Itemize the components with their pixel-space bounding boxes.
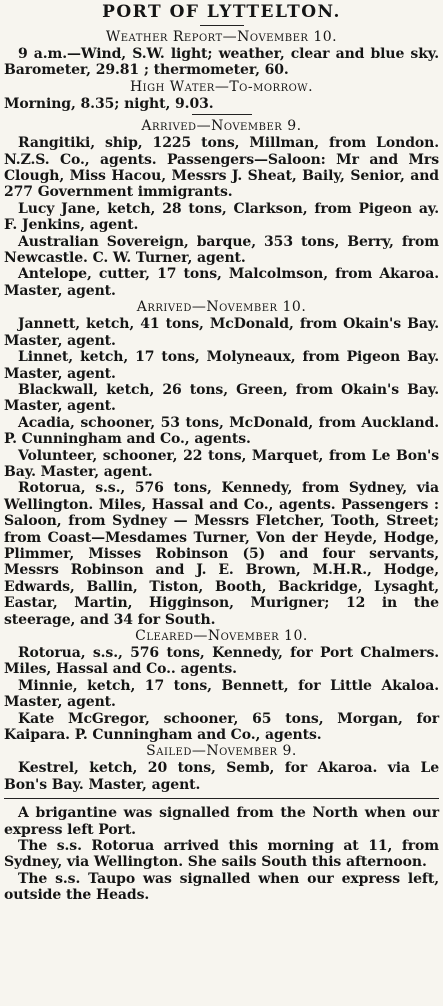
shipping-note: The s.s. Taupo was signalled when our express left, outside the Heads. <box>4 870 439 904</box>
shipping-entry: Blackwall, ketch, 26 tons, Green, from Okain's Bay. Master, agent. <box>4 381 439 415</box>
article-title: PORT OF LYTTELTON. <box>102 2 341 22</box>
arrived-nov10-heading: Arrived—November 10. <box>136 299 307 316</box>
shipping-note: A brigantine was signalled from the North when our express left Port. <box>4 805 439 838</box>
weather-text: 9 a.m.—Wind, S.W. light; weather, clear and blue sky. Barometer, 29.81 ; thermometer, 60. <box>4 46 439 79</box>
shipping-entry: Linnet, ketch, 17 tons, Molyneaux, from Pigeon Bay. Master, agent. <box>4 349 439 382</box>
shipping-entry: Rotorua, s.s., 576 tons, Kennedy, for Port Chalmers. Miles, Hassal and Co.. agents. <box>4 645 439 678</box>
shipping-entry: Lucy Jane, ketch, 28 tons, Clarkson, from Pigeon ay. F. Jenkins, agent. <box>4 200 439 234</box>
shipping-entry: Volunteer, schooner, 22 tons, Marquet, from Le Bon's Bay. Master, agent. <box>4 447 439 480</box>
shipping-entry: Kate McGregor, schooner, 65 tons, Morgan, for Kaipara. P. Cunningham and Co., agents. <box>4 710 439 744</box>
title-rule <box>200 25 244 26</box>
shipping-entry: Kestrel, ketch, 20 tons, Semb, for Akaroa. via Le Bon's Bay. Master, agent. <box>4 760 439 793</box>
shipping-entry: Rotorua, s.s., 576 tons, Kennedy, from Sydney, via Wellington. Miles, Hassal and Co., agents. Passengers : Saloon, from Sydney — Messrs Fletcher, Tooth, Street; from Coast—Mesdames Turner, Von der Heyde, Hodge, Plimmer, Misses Robinson (5) and four servants, Messrs Robinson and J. E. Brown, M.H.R., Hodge, Edwards, Ballin, Tiston, Booth, Backridge, Lysaght, Eastar, Martin, Higginson, Murigner; 12 in the steerage, and 34 for South. <box>4 480 439 628</box>
section-rule <box>192 114 252 115</box>
sailed-nov9-heading: Sailed—November 9. <box>146 743 297 760</box>
shipping-entry: Minnie, ketch, 17 tons, Bennett, for Little Akaloa. Master, agent. <box>4 677 439 711</box>
shipping-note: The s.s. Rotorua arrived this morning at 11, from Sydney, via Wellington. She sails South this afternoon. <box>4 838 439 871</box>
arrived-nov9-heading: Arrived—November 9. <box>141 118 302 135</box>
shipping-entry: Rangitiki, ship, 1225 tons, Millman, from London. N.Z.S. Co., agents. Passengers—Saloon: Mr and Mrs Clough, Miss Hacou, Messrs J. Sheat, Baily, Senior, and 277 Government immigrants. <box>4 135 439 201</box>
high-water-text: Morning, 8.35; night, 9.03. <box>4 95 214 112</box>
shipping-entry: Antelope, cutter, 17 tons, Malcolmson, from Akaroa. Master, agent. <box>4 266 439 299</box>
shipping-entry: Jannett, ketch, 41 tons, McDonald, from Okain's Bay. Master, agent. <box>4 316 439 349</box>
weather-heading: Weather Report—November 10. <box>105 29 338 45</box>
cleared-nov10-heading: Cleared—November 10. <box>135 628 308 644</box>
high-water-heading: High Water—To-morrow. <box>129 78 314 95</box>
notes-separator <box>4 798 439 799</box>
shipping-entry: Acadia, schooner, 53 tons, McDonald, from Auckland. P. Cunningham and Co., agents. <box>4 414 439 448</box>
shipping-entry: Australian Sovereign, barque, 353 tons, Berry, from Newcastle. C. W. Turner, agent. <box>4 233 439 267</box>
